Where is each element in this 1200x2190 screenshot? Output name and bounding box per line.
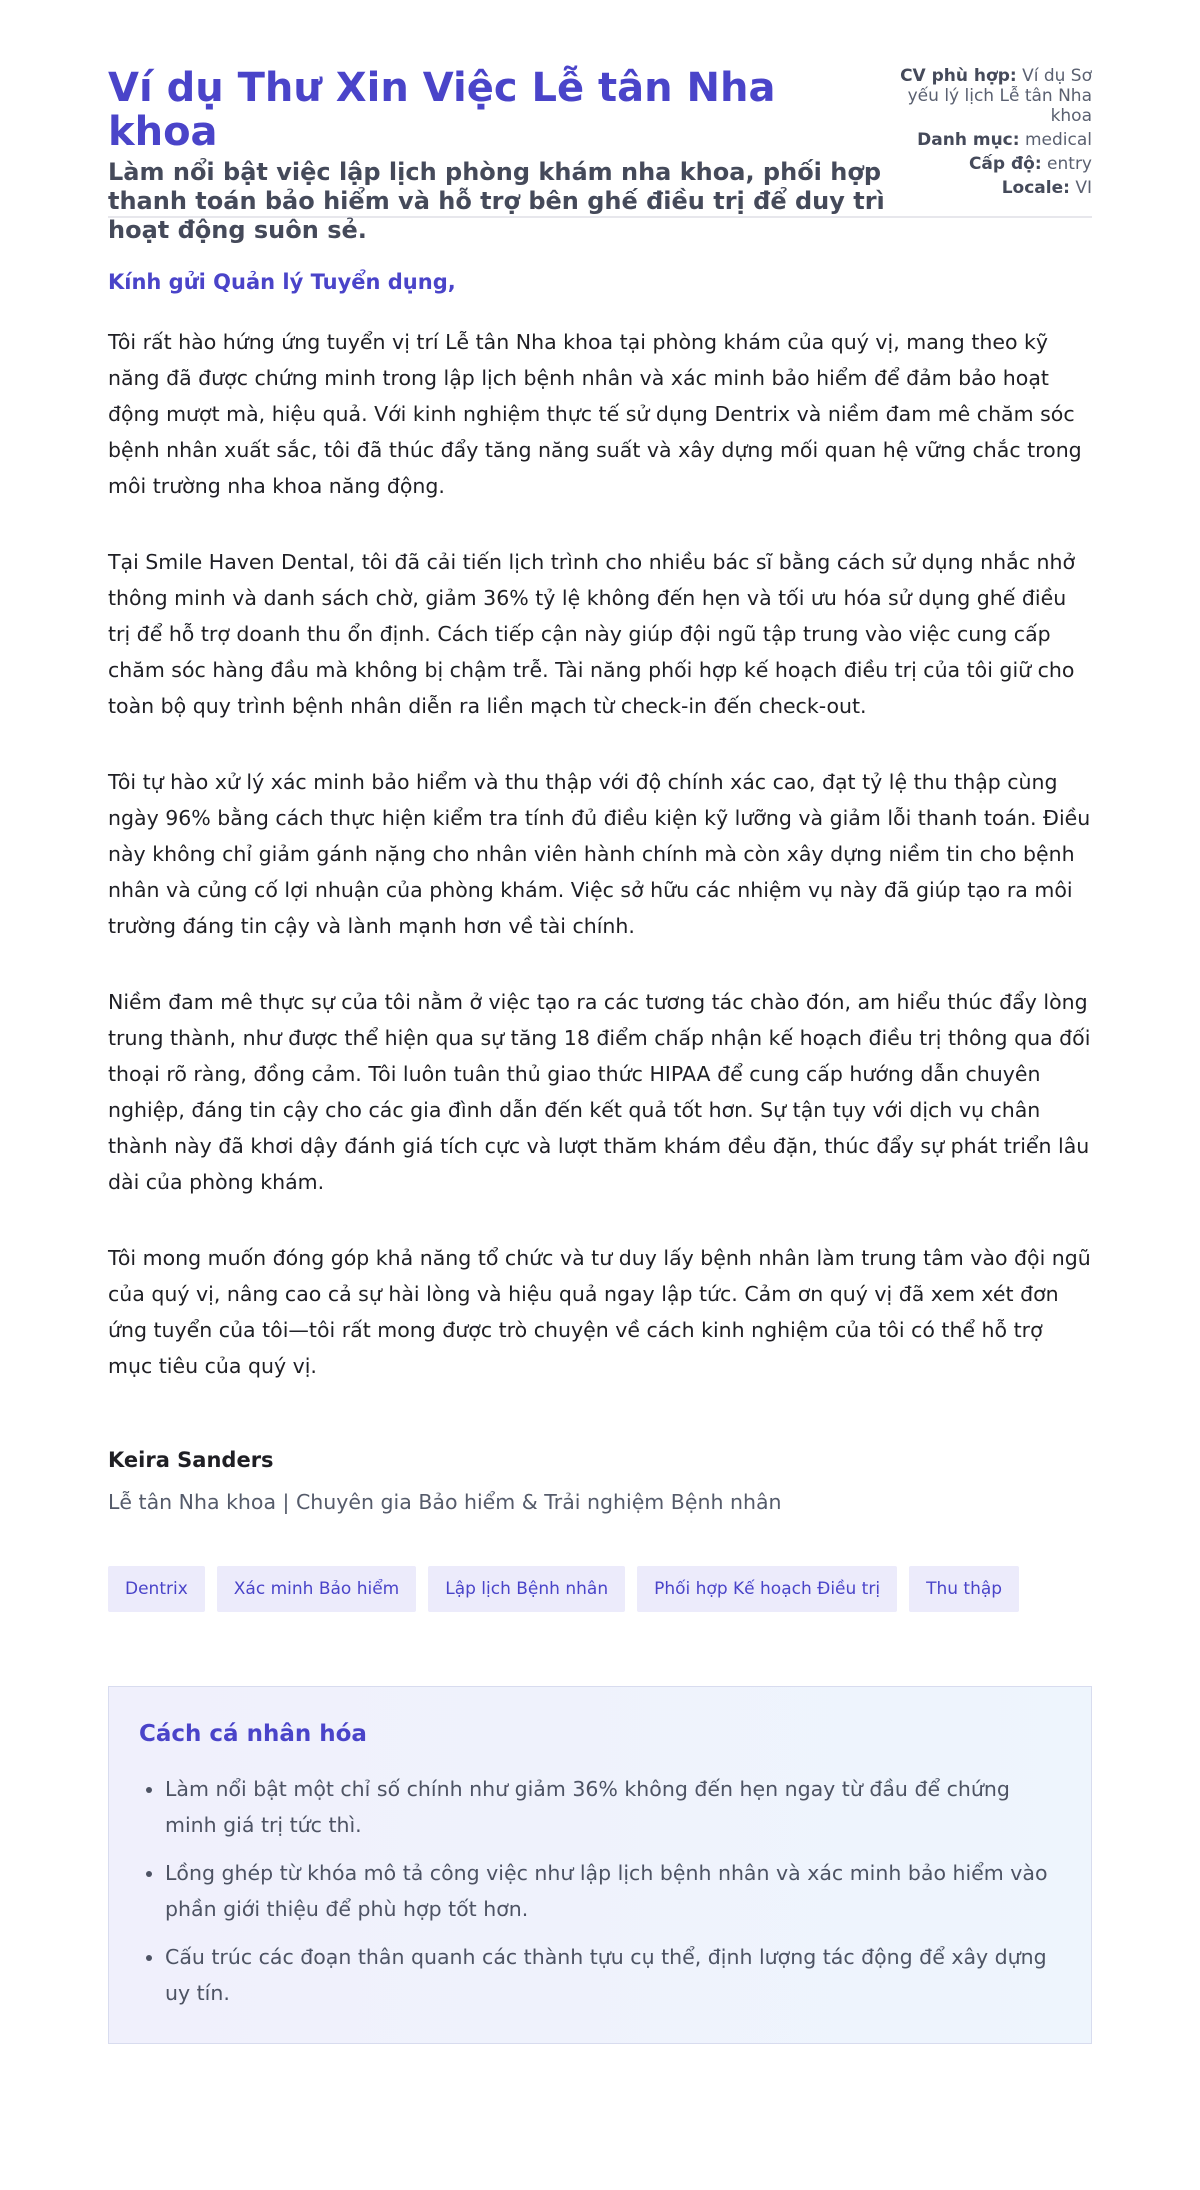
skill-tags: [108, 1566, 1092, 1612]
meta-panel: [872, 66, 1092, 202]
skill-tag: Lập lịch Bệnh nhân: [428, 1566, 625, 1612]
meta-category-label: Danh mục:: [917, 130, 1020, 150]
page-subtitle: Làm nổi bật việc lập lịch phòng khám nha khoa, phối hợp thanh toán bảo hiểm và hỗ trợ bên ghế điều trị để duy trì hoạt động suôn sẻ.: [108, 158, 885, 244]
letter-paragraph-3: Tôi tự hào xử lý xác minh bảo hiểm và thu thập với độ chính xác cao, đạt tỷ lệ thu thập cùng ngày 96% bằng cách thực hiện kiểm tra tính đủ điều kiện kỹ lưỡng và giảm lỗi thanh toán. Điều này không chỉ giảm gánh nặng cho nhân viên hành chính mà còn xây dựng niềm tin cho bệnh nhân và củng cố lợi nhuận của phòng khám. Việc sở hữu các nhiệm vụ này đã giúp tạo ra môi trường đáng tin cậy và lành mạnh hơn về tài chính.: [108, 770, 1091, 938]
meta-locale: [872, 178, 1092, 198]
meta-category: [872, 130, 1092, 150]
meta-cv-value: Ví dụ Sơ yếu lý lịch Lễ tân Nha khoa: [907, 66, 1092, 126]
tip-item: • Cấu trúc các đoạn thân quanh các thành tựu cụ thể, định lượng tác động để xây dựng uy tín.: [165, 1939, 1061, 2011]
signature-role: Lễ tân Nha khoa | Chuyên gia Bảo hiểm & Trải nghiệm Bệnh nhân: [108, 1490, 782, 1514]
skill-tag: Xác minh Bảo hiểm: [217, 1566, 416, 1612]
salutation: Kính gửi Quản lý Tuyển dụng,: [108, 270, 456, 294]
signature-name: Keira Sanders: [108, 1448, 274, 1472]
meta-cv: [872, 66, 1092, 126]
letter-paragraph-5: Tôi mong muốn đóng góp khả năng tổ chức và tư duy lấy bệnh nhân làm trung tâm vào đội ngũ của quý vị, nâng cao cả sự hài lòng và hiệu quả ngay lập tức. Cảm ơn quý vị đã xem xét đơn ứng tuyển của tôi—tôi rất mong được trò chuyện về cách kinh nghiệm của tôi có thể hỗ trợ mục tiêu của quý vị.: [108, 1246, 1091, 1378]
letter-paragraph-2: Tại Smile Haven Dental, tôi đã cải tiến lịch trình cho nhiều bác sĩ bằng cách sử dụng nhắc nhở thông minh và danh sách chờ, giảm 36% tỷ lệ không đến hẹn và tối ưu hóa sử dụng ghế điều trị để hỗ trợ doanh thu ổn định. Cách tiếp cận này giúp đội ngũ tập trung vào việc cung cấp chăm sóc hàng đầu mà không bị chậm trễ. Tài năng phối hợp kế hoạch điều trị của tôi giữ cho toàn bộ quy trình bệnh nhân diễn ra liền mạch từ check-in đến check-out.: [108, 550, 1076, 718]
letter-body: [108, 268, 1092, 1516]
tips-title: Cách cá nhân hóa: [139, 1721, 367, 1747]
page-title: Ví dụ Thư Xin Việc Lễ tân Nha khoa: [108, 65, 776, 155]
meta-level-value: entry: [1047, 154, 1092, 174]
meta-level-label: Cấp độ:: [968, 154, 1042, 174]
skill-tag: Dentrix: [108, 1566, 205, 1612]
tip-item: • Làm nổi bật một chỉ số chính như giảm 36% không đến hẹn ngay từ đầu để chứng minh giá trị tức thì.: [165, 1771, 1061, 1843]
personalization-tips: [108, 1686, 1092, 2044]
page-header: [108, 0, 1092, 244]
letter-paragraph-1: Tôi rất hào hứng ứng tuyển vị trí Lễ tân Nha khoa tại phòng khám của quý vị, mang theo kỹ năng đã được chứng minh trong lập lịch bệnh nhân và xác minh bảo hiểm để đảm bảo hoạt động mượt mà, hiệu quả. Với kinh nghiệm thực tế sử dụng Dentrix và niềm đam mê chăm sóc bệnh nhân xuất sắc, tôi đã thúc đẩy tăng năng suất và xây dựng mối quan hệ vững chắc trong môi trường nha khoa năng động.: [108, 330, 1082, 498]
meta-locale-value: VI: [1075, 178, 1092, 198]
tips-list: [139, 1771, 1061, 2011]
meta-cv-label: CV phù hợp:: [900, 66, 1017, 86]
skill-tag: Phối hợp Kế hoạch Điều trị: [637, 1566, 897, 1612]
meta-category-value: medical: [1024, 130, 1092, 150]
letter-paragraph-4: Niềm đam mê thực sự của tôi nằm ở việc tạo ra các tương tác chào đón, am hiểu thúc đẩy lòng trung thành, như được thể hiện qua sự tăng 18 điểm chấp nhận kế hoạch điều trị thông qua đối thoại rõ ràng, đồng cảm. Tôi luôn tuân thủ giao thức HIPAA để cung cấp hướng dẫn chuyên nghiệp, đáng tin cậy cho các gia đình dẫn đến kết quả tốt hơn. Sự tận tụy với dịch vụ chân thành này đã khơi dậy đánh giá tích cực và lượt thăm khám đều đặn, thúc đẩy sự phát triển lâu dài của phòng khám.: [108, 990, 1091, 1194]
skill-tag: Thu thập: [909, 1566, 1019, 1612]
tip-item: • Lồng ghép từ khóa mô tả công việc như lập lịch bệnh nhân và xác minh bảo hiểm vào phần giới thiệu để phù hợp tốt hơn.: [165, 1855, 1061, 1927]
meta-locale-label: Locale:: [1001, 178, 1070, 198]
meta-level: [872, 154, 1092, 174]
